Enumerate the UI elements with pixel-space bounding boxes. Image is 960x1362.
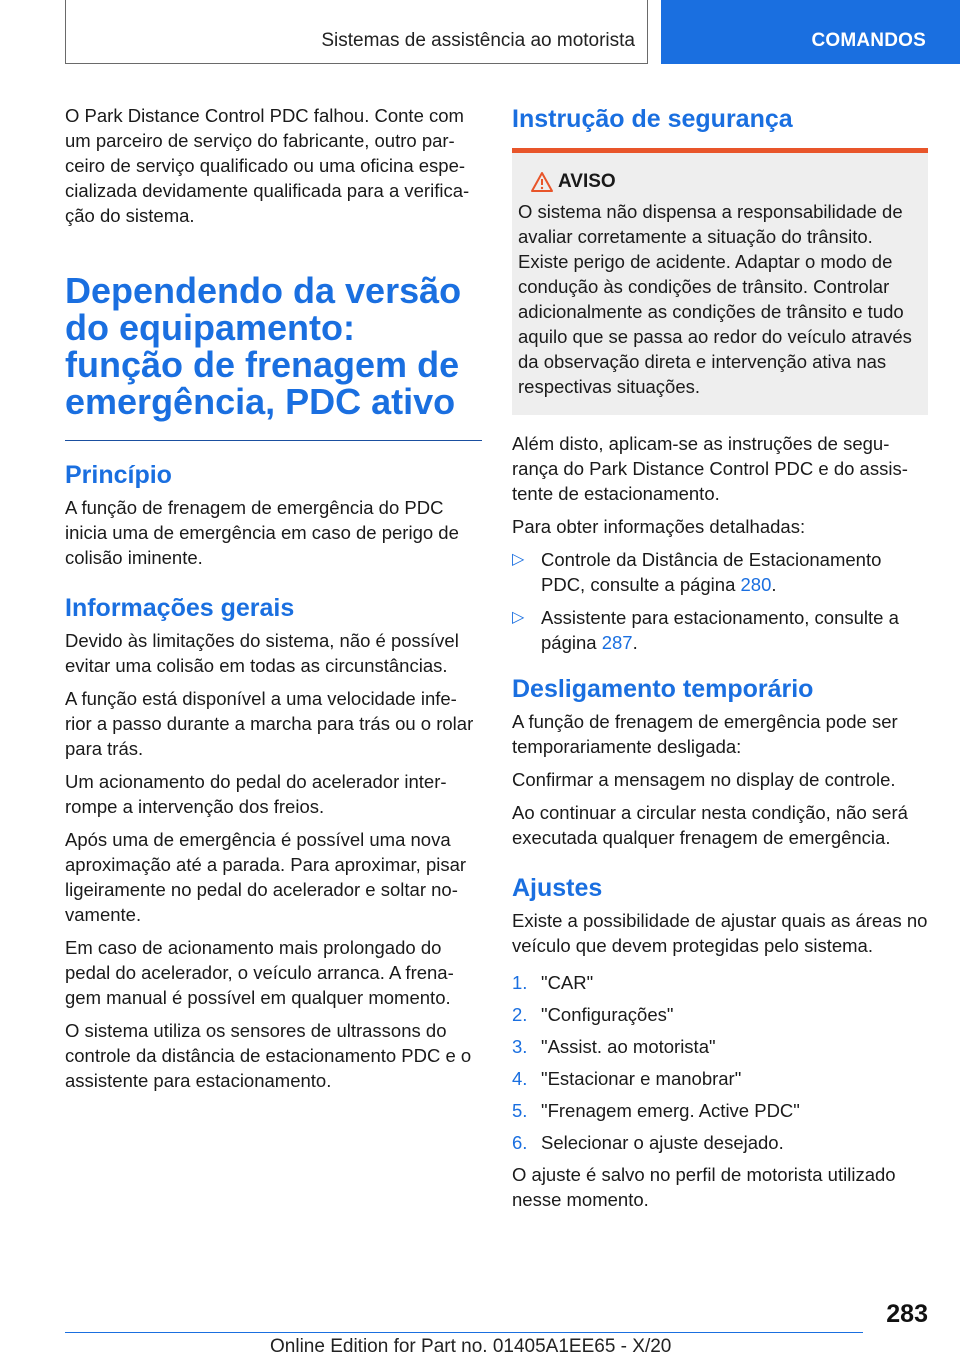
footer-edition: Online Edition for Part no. 01405A1EE65 - X/20 [270, 1336, 672, 1357]
main-heading: Dependendo da versão do equipamento: função de frenagem de emergência, PDC ativo [65, 272, 482, 441]
step-item [512, 1130, 928, 1155]
step-item [512, 1066, 928, 1091]
general-paragraph: A função está disponível a uma velocidade infe-rior a passo durante a marcha para trás ou o rolar para trás. [65, 688, 474, 759]
general-paragraph: Após uma de emergência é possível uma nova aproximação até a parada. Para aproximar, pisar ligeiramente no pedal do acelerador e soltar no-vamente. [65, 829, 467, 925]
step-number: 3. [512, 1036, 528, 1057]
principle-text: A função de frenagem de emergência do PDC inicia uma de emergência em caso de perigo de colisão iminente. [65, 497, 459, 568]
step-number: 6. [512, 1132, 528, 1153]
page-link[interactable]: 280 [740, 574, 772, 595]
step-text: "CAR" [541, 972, 594, 993]
settings-heading: Ajustes [512, 874, 603, 902]
step-text: "Assist. ao motorista" [541, 1036, 716, 1057]
section-tab-label: COMANDOS [811, 30, 926, 51]
general-heading: Informações gerais [65, 594, 295, 622]
step-text: "Configurações" [541, 1004, 674, 1025]
step-number: 2. [512, 1004, 528, 1025]
general-paragraph: Em caso de acionamento mais prolongado do pedal do acelerador, o veículo arranca. A frena-gem manual é possível em qualquer momento. [65, 937, 454, 1008]
step-text: Selecionar o ajuste desejado. [541, 1132, 784, 1153]
step-text: "Frenagem emerg. Active PDC" [541, 1100, 800, 1121]
bullet-text: Assistente para estacionamento, consulte a página [541, 607, 899, 653]
header-frame [65, 0, 648, 64]
step-number: 1. [512, 972, 528, 993]
temp-paragraph: A função de frenagem de emergência pode ser temporariamente desligada: [512, 711, 898, 757]
settings-intro: Existe a possibilidade de ajustar quais as áreas no veículo que devem protegidas pelo sistema. [512, 910, 928, 956]
warning-triangle-icon [518, 171, 558, 193]
step-item [512, 1034, 928, 1059]
bullet-triangle-icon: ▷ [512, 551, 525, 568]
principle-heading: Princípio [65, 461, 172, 489]
list-item: ▷ Assistente para estacionamento, consulte a página 287. [512, 607, 899, 653]
details-intro: Para obter informações detalhadas: [512, 516, 806, 537]
general-paragraph: Devido às limitações do sistema, não é possível evitar uma colisão em todas as circunstâncias. [65, 630, 459, 676]
step-item [512, 1098, 928, 1123]
header-title: Sistemas de assistência ao motorista [321, 30, 635, 51]
step-text: "Estacionar e manobrar" [541, 1068, 742, 1089]
right-column [512, 103, 928, 1220]
bullet-text: Controle da Distância de Estacionamento PDC, consulte a página [541, 549, 882, 595]
bullet-triangle-icon: ▷ [512, 609, 525, 626]
warning-text: O sistema não dispensa a responsabilidade de avaliar corretamente a situação do trânsito. Existe perigo de acidente. Adaptar o modo de condução às condições de trânsito. Controlar adicionalmente as condições de trânsito e tudo aquilo que se passa ao redor do veículo através da observação direta e intervenção ativa nas respectivas situações. [518, 201, 912, 397]
footer-divider [65, 1332, 863, 1333]
temp-paragraph: Confirmar a mensagem no display de controle. [512, 769, 896, 790]
step-item [512, 1002, 928, 1027]
temp-heading: Desligamento temporário [512, 675, 814, 703]
warning-box [512, 148, 928, 415]
warning-label: AVISO [558, 171, 616, 192]
section-tab[interactable] [661, 0, 960, 64]
page-link[interactable]: 287 [601, 632, 633, 653]
safety-heading: Instrução de segurança [512, 105, 793, 133]
general-paragraph: Um acionamento do pedal do acelerador inter-rompe a intervenção dos freios. [65, 771, 447, 817]
intro-paragraph: O Park Distance Control PDC falhou. Conte com um parceiro de serviço do fabricante, outro par-ceiro de serviço qualificado ou uma oficina espe-cializada devidamente qualificada para a verifica-ção do sistema. [65, 105, 470, 226]
step-number: 5. [512, 1100, 528, 1121]
left-column [65, 103, 482, 1101]
general-paragraph: O sistema utiliza os sensores de ultrassons do controle da distância de estacionamento PDC e o assistente para estacionamento. [65, 1020, 472, 1091]
after-warning-text: Além disto, aplicam-se as instruções de segu-rança do Park Distance Control PDC e do assis-tente de estacionamento. [512, 433, 908, 504]
temp-paragraph: Ao continuar a circular nesta condição, não será executada qualquer frenagem de emergência. [512, 802, 908, 848]
step-number: 4. [512, 1068, 528, 1089]
list-item: ▷ Controle da Distância de Estacionamento PDC, consulte a página 280. [512, 549, 882, 595]
settings-outro: O ajuste é salvo no perfil de motorista utilizado nesse momento. [512, 1164, 896, 1210]
page-number: 283 [886, 1300, 928, 1328]
step-item [512, 970, 928, 995]
